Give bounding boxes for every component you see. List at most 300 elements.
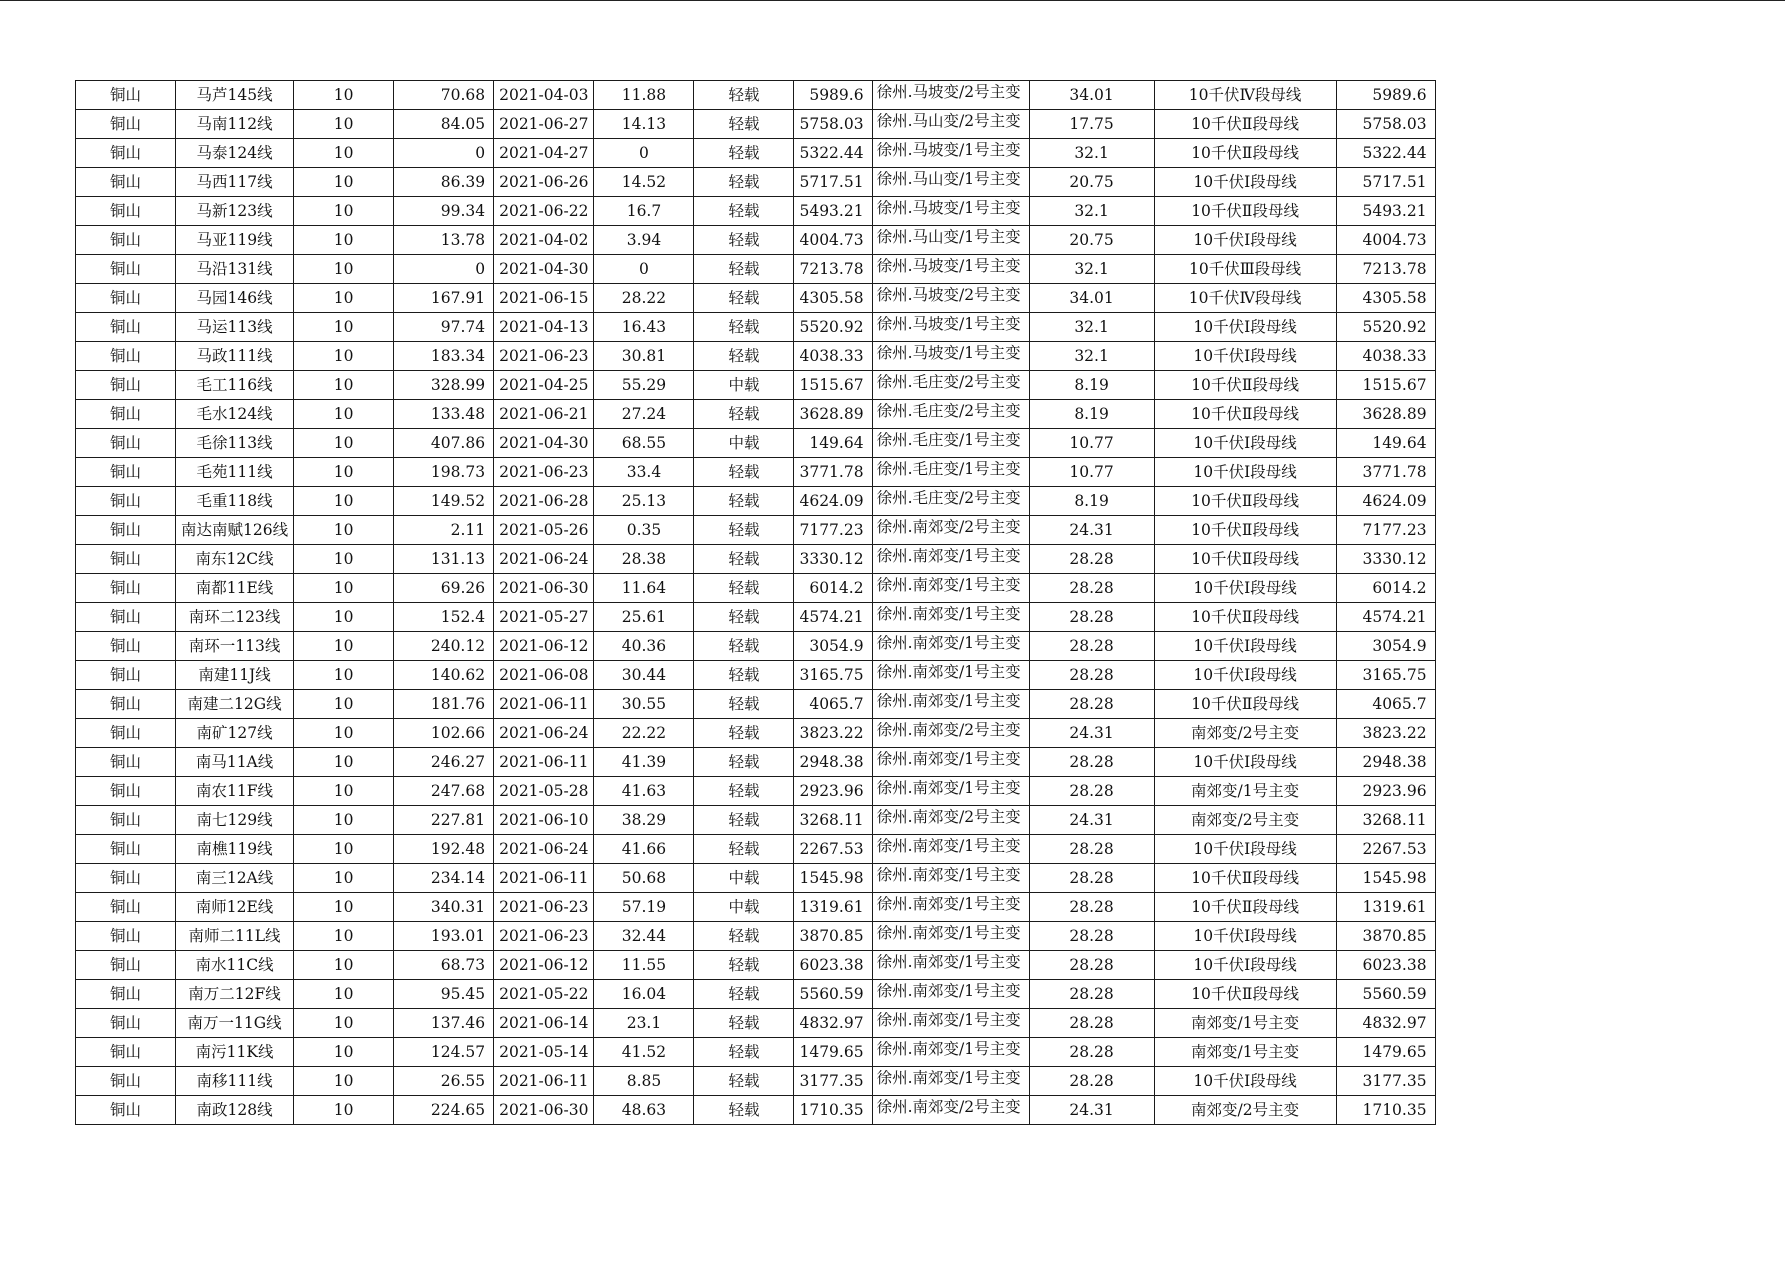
cell-date: 2021-04-13 — [494, 313, 594, 342]
cell-load: 轻载 — [694, 748, 794, 777]
cell-current: 328.99 — [394, 371, 494, 400]
cell-date: 2021-06-23 — [494, 893, 594, 922]
cell-rate: 30.81 — [594, 342, 694, 371]
table-row — [76, 487, 1436, 516]
cell-load: 轻载 — [694, 719, 794, 748]
cell-line: 南环一113线 — [176, 632, 294, 661]
cell-trans_rate: 8.19 — [1029, 371, 1154, 400]
cell-rate: 32.44 — [594, 922, 694, 951]
cell-bus: 10千伏Ⅱ段母线 — [1154, 110, 1336, 139]
cell-load: 轻载 — [694, 342, 794, 371]
cell-load: 中载 — [694, 429, 794, 458]
cell-capacity2: 3330.12 — [1336, 545, 1435, 574]
cell-trans_rate: 28.28 — [1029, 1038, 1154, 1067]
cell-trans_rate: 28.28 — [1029, 864, 1154, 893]
cell-capacity: 1515.67 — [794, 371, 872, 400]
cell-voltage: 10 — [294, 516, 394, 545]
cell-substation: 徐州.马坡变/1号主变 — [872, 197, 1029, 226]
cell-rate: 57.19 — [594, 893, 694, 922]
cell-rate: 16.04 — [594, 980, 694, 1009]
cell-substation: 徐州.马山变/2号主变 — [872, 110, 1029, 139]
cell-trans_rate: 28.28 — [1029, 1067, 1154, 1096]
cell-line: 南政128线 — [176, 1096, 294, 1125]
cell-trans_rate: 28.28 — [1029, 545, 1154, 574]
cell-rate: 38.29 — [594, 806, 694, 835]
cell-capacity2: 3268.11 — [1336, 806, 1435, 835]
cell-district: 铜山 — [76, 603, 176, 632]
cell-line: 南建11J线 — [176, 661, 294, 690]
cell-load: 轻载 — [694, 255, 794, 284]
cell-rate: 41.52 — [594, 1038, 694, 1067]
cell-load: 轻载 — [694, 835, 794, 864]
cell-trans_rate: 28.28 — [1029, 922, 1154, 951]
cell-load: 轻载 — [694, 690, 794, 719]
cell-load: 轻载 — [694, 1009, 794, 1038]
cell-load: 轻载 — [694, 951, 794, 980]
cell-current: 102.66 — [394, 719, 494, 748]
cell-line: 马沿131线 — [176, 255, 294, 284]
cell-voltage: 10 — [294, 284, 394, 313]
cell-rate: 0.35 — [594, 516, 694, 545]
cell-line: 南都11E线 — [176, 574, 294, 603]
cell-voltage: 10 — [294, 574, 394, 603]
cell-substation: 徐州.南郊变/1号主变 — [872, 835, 1029, 864]
cell-current: 247.68 — [394, 777, 494, 806]
cell-rate: 11.55 — [594, 951, 694, 980]
cell-current: 97.74 — [394, 313, 494, 342]
cell-date: 2021-06-28 — [494, 487, 594, 516]
cell-trans_rate: 32.1 — [1029, 313, 1154, 342]
cell-date: 2021-06-11 — [494, 864, 594, 893]
cell-district: 铜山 — [76, 719, 176, 748]
cell-current: 234.14 — [394, 864, 494, 893]
cell-substation: 徐州.南郊变/1号主变 — [872, 632, 1029, 661]
cell-voltage: 10 — [294, 226, 394, 255]
cell-load: 中载 — [694, 371, 794, 400]
cell-bus: 10千伏Ⅰ段母线 — [1154, 835, 1336, 864]
cell-district: 铜山 — [76, 81, 176, 110]
cell-capacity2: 3165.75 — [1336, 661, 1435, 690]
data-table — [75, 80, 1436, 1125]
cell-district: 铜山 — [76, 516, 176, 545]
table-row — [76, 342, 1436, 371]
table-row — [76, 632, 1436, 661]
cell-bus: 10千伏Ⅰ段母线 — [1154, 951, 1336, 980]
cell-substation: 徐州.马坡变/1号主变 — [872, 342, 1029, 371]
cell-voltage: 10 — [294, 951, 394, 980]
table-row — [76, 1038, 1436, 1067]
cell-rate: 16.7 — [594, 197, 694, 226]
cell-district: 铜山 — [76, 284, 176, 313]
cell-district: 铜山 — [76, 487, 176, 516]
cell-bus: 10千伏Ⅱ段母线 — [1154, 545, 1336, 574]
cell-load: 轻载 — [694, 81, 794, 110]
cell-capacity: 4038.33 — [794, 342, 872, 371]
cell-current: 137.46 — [394, 1009, 494, 1038]
cell-district: 铜山 — [76, 139, 176, 168]
cell-capacity2: 5717.51 — [1336, 168, 1435, 197]
cell-current: 181.76 — [394, 690, 494, 719]
cell-load: 轻载 — [694, 1067, 794, 1096]
cell-line: 毛工116线 — [176, 371, 294, 400]
table-row — [76, 777, 1436, 806]
table-row — [76, 139, 1436, 168]
cell-bus: 10千伏Ⅰ段母线 — [1154, 168, 1336, 197]
cell-voltage: 10 — [294, 168, 394, 197]
cell-capacity: 7213.78 — [794, 255, 872, 284]
table-row — [76, 255, 1436, 284]
cell-district: 铜山 — [76, 922, 176, 951]
cell-load: 轻载 — [694, 980, 794, 1009]
cell-capacity: 3054.9 — [794, 632, 872, 661]
cell-capacity: 3268.11 — [794, 806, 872, 835]
cell-rate: 3.94 — [594, 226, 694, 255]
cell-substation: 徐州.南郊变/1号主变 — [872, 922, 1029, 951]
cell-current: 26.55 — [394, 1067, 494, 1096]
cell-substation: 徐州.南郊变/1号主变 — [872, 951, 1029, 980]
cell-capacity: 5989.6 — [794, 81, 872, 110]
cell-date: 2021-06-23 — [494, 342, 594, 371]
cell-substation: 徐州.南郊变/2号主变 — [872, 719, 1029, 748]
cell-capacity2: 7177.23 — [1336, 516, 1435, 545]
cell-capacity2: 149.64 — [1336, 429, 1435, 458]
cell-bus: 10千伏Ⅰ段母线 — [1154, 748, 1336, 777]
cell-voltage: 10 — [294, 748, 394, 777]
cell-substation: 徐州.南郊变/1号主变 — [872, 661, 1029, 690]
table-row — [76, 748, 1436, 777]
cell-capacity2: 4065.7 — [1336, 690, 1435, 719]
cell-line: 马芦145线 — [176, 81, 294, 110]
cell-current: 167.91 — [394, 284, 494, 313]
cell-rate: 30.55 — [594, 690, 694, 719]
cell-voltage: 10 — [294, 487, 394, 516]
cell-load: 轻载 — [694, 110, 794, 139]
table-row — [76, 284, 1436, 313]
cell-capacity: 4832.97 — [794, 1009, 872, 1038]
cell-date: 2021-04-02 — [494, 226, 594, 255]
cell-capacity2: 1479.65 — [1336, 1038, 1435, 1067]
cell-load: 轻载 — [694, 226, 794, 255]
cell-current: 2.11 — [394, 516, 494, 545]
cell-bus: 10千伏Ⅱ段母线 — [1154, 980, 1336, 1009]
cell-bus: 10千伏Ⅱ段母线 — [1154, 487, 1336, 516]
cell-voltage: 10 — [294, 719, 394, 748]
cell-capacity2: 1515.67 — [1336, 371, 1435, 400]
cell-bus: 南郊变/1号主变 — [1154, 777, 1336, 806]
cell-substation: 徐州.马坡变/2号主变 — [872, 81, 1029, 110]
cell-substation: 徐州.南郊变/1号主变 — [872, 690, 1029, 719]
table-body — [76, 81, 1436, 1125]
cell-district: 铜山 — [76, 574, 176, 603]
cell-bus: 10千伏Ⅱ段母线 — [1154, 197, 1336, 226]
cell-district: 铜山 — [76, 951, 176, 980]
cell-capacity2: 3177.35 — [1336, 1067, 1435, 1096]
cell-line: 马政111线 — [176, 342, 294, 371]
cell-capacity: 3330.12 — [794, 545, 872, 574]
cell-trans_rate: 28.28 — [1029, 835, 1154, 864]
cell-rate: 0 — [594, 139, 694, 168]
cell-date: 2021-06-24 — [494, 545, 594, 574]
cell-district: 铜山 — [76, 1038, 176, 1067]
cell-substation: 徐州.毛庄变/2号主变 — [872, 400, 1029, 429]
cell-voltage: 10 — [294, 139, 394, 168]
cell-date: 2021-06-23 — [494, 458, 594, 487]
table-row — [76, 197, 1436, 226]
cell-current: 193.01 — [394, 922, 494, 951]
cell-voltage: 10 — [294, 806, 394, 835]
cell-bus: 10千伏Ⅱ段母线 — [1154, 371, 1336, 400]
cell-bus: 10千伏Ⅱ段母线 — [1154, 864, 1336, 893]
cell-current: 69.26 — [394, 574, 494, 603]
table-row — [76, 545, 1436, 574]
page-top-rule — [0, 0, 1785, 1]
cell-capacity2: 4832.97 — [1336, 1009, 1435, 1038]
cell-bus: 10千伏Ⅳ段母线 — [1154, 81, 1336, 110]
cell-voltage: 10 — [294, 255, 394, 284]
cell-load: 轻载 — [694, 516, 794, 545]
cell-substation: 徐州.南郊变/1号主变 — [872, 980, 1029, 1009]
cell-line: 毛苑111线 — [176, 458, 294, 487]
cell-district: 铜山 — [76, 400, 176, 429]
cell-line: 毛徐113线 — [176, 429, 294, 458]
cell-load: 轻载 — [694, 1038, 794, 1067]
cell-voltage: 10 — [294, 197, 394, 226]
cell-capacity2: 5520.92 — [1336, 313, 1435, 342]
cell-capacity: 2948.38 — [794, 748, 872, 777]
cell-date: 2021-06-12 — [494, 951, 594, 980]
cell-capacity2: 4624.09 — [1336, 487, 1435, 516]
cell-voltage: 10 — [294, 371, 394, 400]
cell-rate: 50.68 — [594, 864, 694, 893]
cell-current: 0 — [394, 255, 494, 284]
cell-current: 99.34 — [394, 197, 494, 226]
cell-capacity: 3771.78 — [794, 458, 872, 487]
cell-load: 轻载 — [694, 632, 794, 661]
cell-bus: 10千伏Ⅰ段母线 — [1154, 661, 1336, 690]
cell-bus: 10千伏Ⅰ段母线 — [1154, 313, 1336, 342]
cell-capacity: 3628.89 — [794, 400, 872, 429]
cell-substation: 徐州.马坡变/1号主变 — [872, 255, 1029, 284]
cell-trans_rate: 24.31 — [1029, 719, 1154, 748]
cell-trans_rate: 28.28 — [1029, 661, 1154, 690]
cell-load: 轻载 — [694, 574, 794, 603]
cell-bus: 南郊变/2号主变 — [1154, 719, 1336, 748]
cell-line: 南建二12G线 — [176, 690, 294, 719]
cell-district: 铜山 — [76, 632, 176, 661]
cell-voltage: 10 — [294, 603, 394, 632]
cell-trans_rate: 28.28 — [1029, 1009, 1154, 1038]
cell-voltage: 10 — [294, 980, 394, 1009]
cell-current: 140.62 — [394, 661, 494, 690]
cell-trans_rate: 32.1 — [1029, 139, 1154, 168]
cell-rate: 22.22 — [594, 719, 694, 748]
cell-capacity: 6014.2 — [794, 574, 872, 603]
cell-rate: 0 — [594, 255, 694, 284]
cell-capacity: 7177.23 — [794, 516, 872, 545]
cell-date: 2021-05-22 — [494, 980, 594, 1009]
cell-rate: 16.43 — [594, 313, 694, 342]
cell-district: 铜山 — [76, 168, 176, 197]
cell-voltage: 10 — [294, 835, 394, 864]
cell-current: 224.65 — [394, 1096, 494, 1125]
cell-date: 2021-06-27 — [494, 110, 594, 139]
cell-rate: 23.1 — [594, 1009, 694, 1038]
cell-substation: 徐州.毛庄变/1号主变 — [872, 458, 1029, 487]
cell-date: 2021-06-26 — [494, 168, 594, 197]
cell-substation: 徐州.南郊变/1号主变 — [872, 893, 1029, 922]
cell-capacity: 5560.59 — [794, 980, 872, 1009]
cell-line: 南万一11G线 — [176, 1009, 294, 1038]
table-row — [76, 806, 1436, 835]
cell-trans_rate: 32.1 — [1029, 255, 1154, 284]
table-row — [76, 922, 1436, 951]
cell-capacity: 2923.96 — [794, 777, 872, 806]
cell-line: 毛重118线 — [176, 487, 294, 516]
cell-current: 246.27 — [394, 748, 494, 777]
cell-capacity2: 3771.78 — [1336, 458, 1435, 487]
cell-district: 铜山 — [76, 806, 176, 835]
cell-capacity: 4065.7 — [794, 690, 872, 719]
cell-date: 2021-06-11 — [494, 748, 594, 777]
cell-date: 2021-06-22 — [494, 197, 594, 226]
cell-substation: 徐州.毛庄变/2号主变 — [872, 487, 1029, 516]
cell-line: 马运113线 — [176, 313, 294, 342]
cell-trans_rate: 32.1 — [1029, 342, 1154, 371]
cell-date: 2021-06-21 — [494, 400, 594, 429]
cell-substation: 徐州.毛庄变/2号主变 — [872, 371, 1029, 400]
cell-date: 2021-06-24 — [494, 835, 594, 864]
table-row — [76, 400, 1436, 429]
cell-rate: 28.22 — [594, 284, 694, 313]
cell-rate: 8.85 — [594, 1067, 694, 1096]
cell-capacity: 3823.22 — [794, 719, 872, 748]
cell-current: 95.45 — [394, 980, 494, 1009]
cell-rate: 25.13 — [594, 487, 694, 516]
cell-bus: 10千伏Ⅱ段母线 — [1154, 893, 1336, 922]
cell-bus: 10千伏Ⅱ段母线 — [1154, 690, 1336, 719]
cell-bus: 10千伏Ⅰ段母线 — [1154, 342, 1336, 371]
cell-trans_rate: 34.01 — [1029, 284, 1154, 313]
cell-capacity: 4305.58 — [794, 284, 872, 313]
cell-line: 南水11C线 — [176, 951, 294, 980]
cell-load: 轻载 — [694, 661, 794, 690]
cell-voltage: 10 — [294, 1009, 394, 1038]
cell-load: 轻载 — [694, 400, 794, 429]
cell-rate: 27.24 — [594, 400, 694, 429]
cell-line: 南三12A线 — [176, 864, 294, 893]
cell-trans_rate: 20.75 — [1029, 226, 1154, 255]
cell-capacity2: 7213.78 — [1336, 255, 1435, 284]
cell-district: 铜山 — [76, 1009, 176, 1038]
cell-date: 2021-04-30 — [494, 429, 594, 458]
cell-voltage: 10 — [294, 922, 394, 951]
cell-district: 铜山 — [76, 661, 176, 690]
cell-rate: 68.55 — [594, 429, 694, 458]
cell-trans_rate: 8.19 — [1029, 487, 1154, 516]
cell-trans_rate: 28.28 — [1029, 603, 1154, 632]
cell-date: 2021-06-12 — [494, 632, 594, 661]
cell-trans_rate: 28.28 — [1029, 777, 1154, 806]
cell-bus: 10千伏Ⅱ段母线 — [1154, 400, 1336, 429]
table-row — [76, 110, 1436, 139]
cell-voltage: 10 — [294, 313, 394, 342]
cell-current: 183.34 — [394, 342, 494, 371]
cell-voltage: 10 — [294, 893, 394, 922]
table-row — [76, 690, 1436, 719]
cell-trans_rate: 28.28 — [1029, 893, 1154, 922]
cell-district: 铜山 — [76, 110, 176, 139]
cell-capacity: 5493.21 — [794, 197, 872, 226]
cell-load: 轻载 — [694, 197, 794, 226]
cell-current: 0 — [394, 139, 494, 168]
cell-voltage: 10 — [294, 1038, 394, 1067]
cell-capacity: 3177.35 — [794, 1067, 872, 1096]
cell-substation: 徐州.南郊变/1号主变 — [872, 1009, 1029, 1038]
cell-date: 2021-06-15 — [494, 284, 594, 313]
cell-substation: 徐州.马坡变/1号主变 — [872, 139, 1029, 168]
cell-capacity: 3870.85 — [794, 922, 872, 951]
cell-line: 南万二12F线 — [176, 980, 294, 1009]
cell-capacity: 149.64 — [794, 429, 872, 458]
cell-rate: 41.39 — [594, 748, 694, 777]
cell-date: 2021-06-30 — [494, 1096, 594, 1125]
cell-capacity2: 1710.35 — [1336, 1096, 1435, 1125]
table-row — [76, 226, 1436, 255]
cell-rate: 28.38 — [594, 545, 694, 574]
cell-capacity2: 5322.44 — [1336, 139, 1435, 168]
cell-voltage: 10 — [294, 1096, 394, 1125]
cell-capacity2: 2923.96 — [1336, 777, 1435, 806]
table-row — [76, 719, 1436, 748]
cell-bus: 10千伏Ⅲ段母线 — [1154, 255, 1336, 284]
cell-voltage: 10 — [294, 400, 394, 429]
cell-capacity2: 4038.33 — [1336, 342, 1435, 371]
cell-bus: 10千伏Ⅰ段母线 — [1154, 458, 1336, 487]
cell-substation: 徐州.南郊变/1号主变 — [872, 1067, 1029, 1096]
cell-date: 2021-05-14 — [494, 1038, 594, 1067]
cell-voltage: 10 — [294, 632, 394, 661]
cell-voltage: 10 — [294, 545, 394, 574]
cell-current: 198.73 — [394, 458, 494, 487]
cell-line: 南七129线 — [176, 806, 294, 835]
cell-district: 铜山 — [76, 835, 176, 864]
cell-voltage: 10 — [294, 110, 394, 139]
cell-load: 轻载 — [694, 139, 794, 168]
table-row — [76, 603, 1436, 632]
cell-district: 铜山 — [76, 226, 176, 255]
cell-voltage: 10 — [294, 429, 394, 458]
cell-capacity: 4574.21 — [794, 603, 872, 632]
cell-voltage: 10 — [294, 458, 394, 487]
cell-trans_rate: 20.75 — [1029, 168, 1154, 197]
table-row — [76, 516, 1436, 545]
cell-line: 马园146线 — [176, 284, 294, 313]
cell-line: 南环二123线 — [176, 603, 294, 632]
cell-load: 轻载 — [694, 806, 794, 835]
cell-capacity2: 3054.9 — [1336, 632, 1435, 661]
cell-date: 2021-06-14 — [494, 1009, 594, 1038]
cell-rate: 41.63 — [594, 777, 694, 806]
cell-district: 铜山 — [76, 342, 176, 371]
cell-date: 2021-05-27 — [494, 603, 594, 632]
cell-date: 2021-05-28 — [494, 777, 594, 806]
cell-substation: 徐州.马坡变/2号主变 — [872, 284, 1029, 313]
cell-capacity2: 3628.89 — [1336, 400, 1435, 429]
cell-date: 2021-06-11 — [494, 690, 594, 719]
cell-trans_rate: 34.01 — [1029, 81, 1154, 110]
table-row — [76, 864, 1436, 893]
cell-current: 240.12 — [394, 632, 494, 661]
